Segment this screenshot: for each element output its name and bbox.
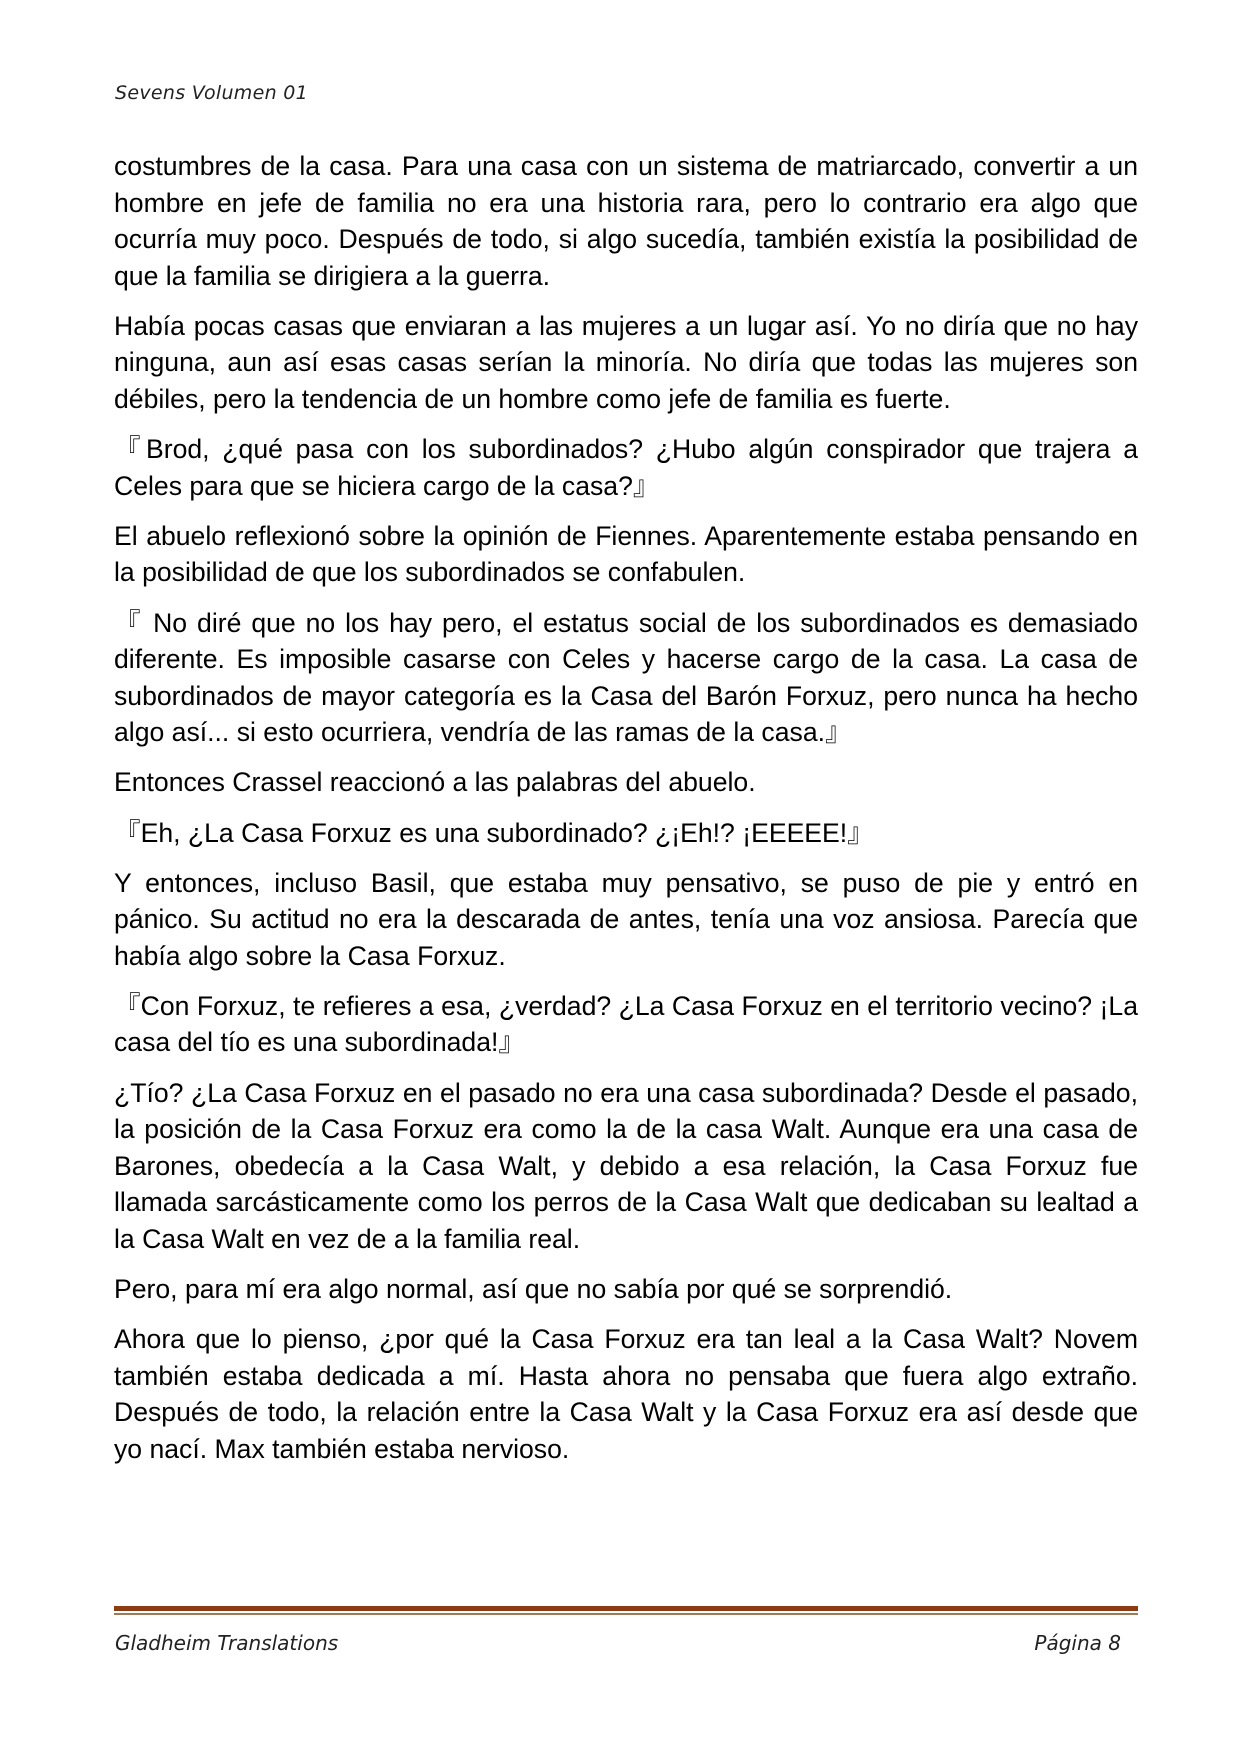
paragraph: Entonces Crassel reaccionó a las palabras del abuelo. (114, 767, 756, 798)
paragraph: Y entonces, incluso Basil, que estaba muy pensativo, se puso de pie y entró en pánico. Su actitud no era la descarada de antes, tenía una voz ansiosa. Parecía que había algo sobre la Casa Forxuz. (114, 867, 1138, 971)
paragraph: ¿Tío? ¿La Casa Forxuz en el pasado no era una casa subordinada? Desde el pasado, la posición de la Casa Forxuz era como la de la casa Walt. Aunque era una casa de Barones, obedecía a la Casa Walt, y debido a esa relación, la Casa Forxuz fue llamada sarcásticamente como los perros de la Casa Walt que dedicaban su lealtad a la Casa Walt en vez de a la familia real. (114, 1077, 1138, 1254)
paragraph: Había pocas casas que enviaran a las mujeres a un lugar así. Yo no diría que no hay ninguna, aun así esas casas serían la minoría. No diría que todas las mujeres son débiles, pero la tendencia de un hombre como jefe de familia es fuerte. (114, 310, 1138, 415)
page-number: Página 8 (1034, 1631, 1121, 1655)
running-header: Sevens Volumen 01 (115, 82, 309, 104)
footer-credit: Gladheim Translations (115, 1631, 339, 1655)
dialogue-paragraph: 『 No diré que no los hay pero, el estatus social de los subordinados es demasiado diferente. Es imposible casarse con Celes y hacerse cargo de la casa. La casa de subordinados de mayor categoría es la Casa del Barón Forxuz, pero nunca ha hecho algo así... si esto ocurriera, vendría de las ramas de la casa.』 (114, 607, 1138, 748)
body-text (114, 148, 1138, 1481)
dialogue-paragraph: 『Brod, ¿qué pasa con los subordinados? ¿Hubo algún conspirador que trajera a Celes para que se hiciera cargo de la casa?』 (114, 434, 1138, 501)
paragraph: costumbres de la casa. Para una casa con un sistema de matriarcado, convertir a un hombre en jefe de familia no era una historia rara, pero lo contrario era algo que ocurría muy poco. Después de todo, si algo sucedía, también existía la posibilidad de que la familia se dirigiera a la guerra. (114, 151, 1138, 291)
footer-divider (114, 1606, 1138, 1615)
paragraph: El abuelo reflexionó sobre la opinión de Fiennes. Aparentemente estaba pensando en la posibilidad de que los subordinados se confabulen. (114, 520, 1138, 588)
paragraph: Ahora que lo pienso, ¿por qué la Casa Forxuz era tan leal a la Casa Walt? Novem también estaba dedicada a mí. Hasta ahora no pensaba que fuera algo extraño. Después de todo, la relación entre la Casa Walt y la Casa Forxuz era así desde que yo nací. Max también estaba nervioso. (114, 1324, 1138, 1464)
dialogue-paragraph: 『Con Forxuz, te refieres a esa, ¿verdad? ¿La Casa Forxuz en el territorio vecino? ¡La casa del tío es una subordinada!』 (114, 990, 1138, 1058)
dialogue-paragraph: 『Eh, ¿La Casa Forxuz es una subordinado? ¿¡Eh!? ¡EEEEE!』 (114, 817, 874, 848)
paragraph: Pero, para mí era algo normal, así que no sabía por qué se sorprendió. (114, 1274, 953, 1305)
